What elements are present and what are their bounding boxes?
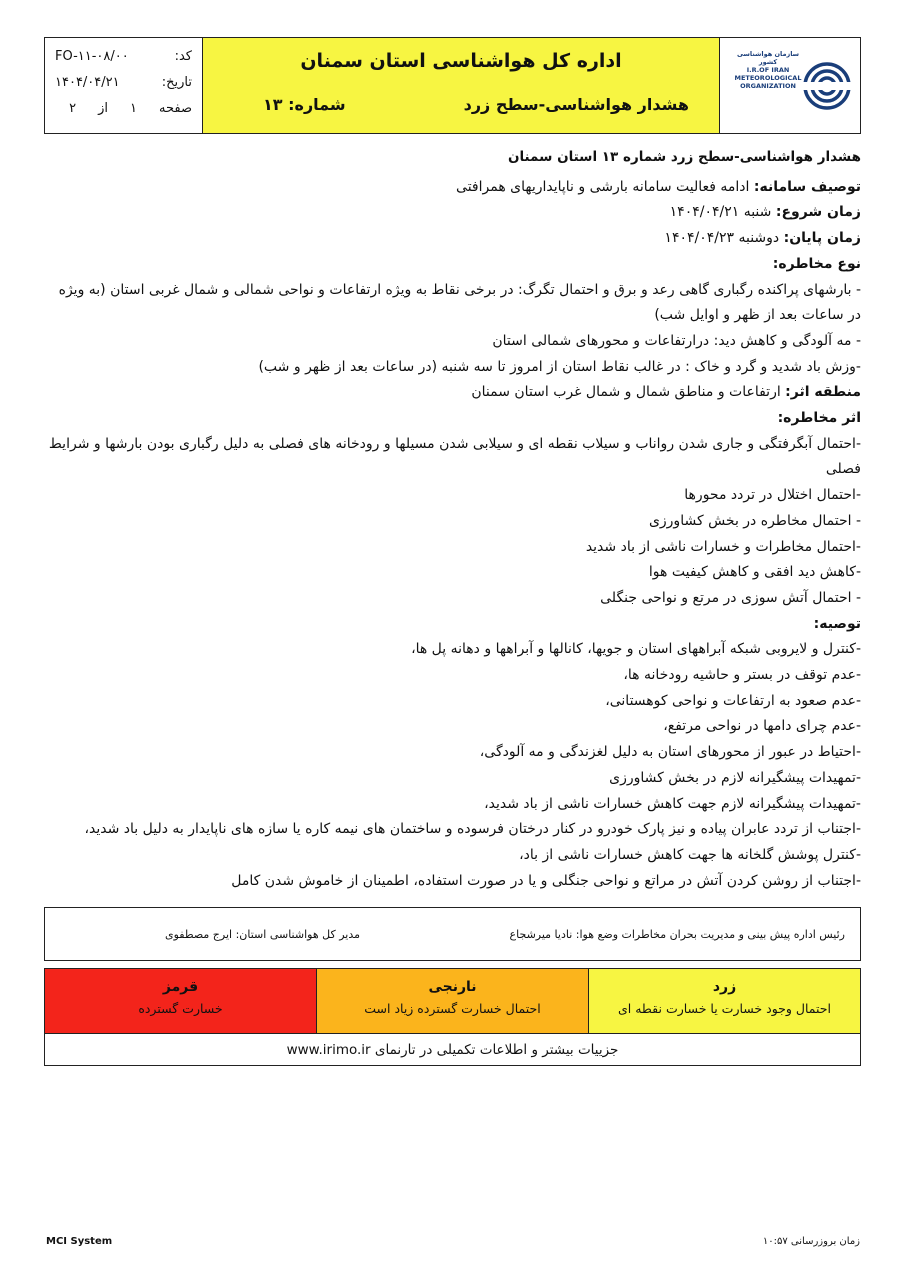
effect-item: - احتمال مخاطره در بخش کشاورزی [648,512,861,529]
hazard-item: - مه آلودگی و کاهش دید: درارتفاعات و محورهای شمالی استان [492,332,861,349]
warning-heading: هشدار هواشناسی-سطح زرد شماره ۱۳ استان سمنان [507,149,861,165]
advice-label: توصیه: [813,615,861,632]
hazard-item: -وزش باد شدید و گرد و خاک : در غالب نقاط استان از امروز تا سه شنبه (در ساعات بعد از ظهر و شب) [258,358,861,375]
website-link[interactable]: جزییات بیشتر و اطلاعات تکمیلی در تارنمای www.irimo.ir [45,1033,860,1067]
footer-system: MCI System [46,1236,113,1247]
start-time [44,200,861,226]
effects-label: اثر مخاطره: [777,410,861,427]
effect-item: - احتمال آتش سوزی در مرتع و نواحی جنگلی [600,589,861,606]
logo-text-fa: سازمان هواشناسی کشور [736,50,800,66]
logo-text-en2: METEOROLOGICAL [734,74,802,82]
signatures-box [44,907,861,961]
page-label: صفحه [159,101,192,116]
legend-red-desc: خسارت گسترده [138,1001,223,1016]
page-number: ۱ [130,101,138,116]
advice-item: -تمهیدات پیشگیرانه لازم در بخش کشاورزی [609,769,861,786]
system-label: توصیف سامانه: [753,178,861,195]
advice-item: -تمهیدات پیشگیرانه لازم جهت کاهش خسارات ناشی از باد شدید، [484,795,861,812]
date-label: تاریخ: [161,75,192,90]
logo-spiral-icon [802,46,852,126]
document-header [44,37,861,134]
advice-item: -عدم چرای دامها در نواحی مرتفع، [663,718,861,735]
system-description [44,175,861,201]
legend-orange-name: نارنجی [428,979,477,995]
legend-orange-desc: احتمال خسارت گسترده زیاد است [364,1001,541,1016]
end-value: دوشنبه ۱۴۰۴/۰۴/۲۳ [664,230,784,247]
advice-item: -اجتناب از روشن کردن آتش در مراتع و نواحی جنگلی و یا در صورت استفاده، اطمینان از خاموش شدن کامل [231,872,861,889]
warning-level-title: هشدار هواشناسی-سطح زرد [463,95,689,114]
logo-text-en3: ORGANIZATION [740,82,796,90]
forecast-head-signature: رئیس اداره پیش بینی و مدیریت بحران مخاطرات وضع هوا: نادیا میرشجاع [509,928,845,941]
irimo-logo [720,38,860,133]
impact-area [44,380,861,406]
advice-item: -اجتناب از تردد عابران پیاده و نیز پارک خودرو در کنار درختان فرسوده و ساختمان های نیمه کاره یا سازه های ناپایدار به دلیل باد شدید، [84,821,861,838]
legend-yellow-name: زرد [712,979,737,995]
legend-levels [45,969,860,1033]
end-time [44,226,861,252]
advice-item: -احتیاط در عبور از محورهای استان به دلیل لغزندگی و مه آلودگی، [479,744,861,761]
header-title-box [203,38,720,133]
advice-item: -عدم توقف در بستر و حاشیه رودخانه ها، [623,667,861,684]
system-value: ادامه فعالیت سامانه بارشی و ناپایداریهای همرافتی [456,178,754,195]
logo-text-en1: I.R.OF IRAN [746,66,790,74]
logo-text [728,50,808,90]
effect-item: -کاهش دید افقی و کاهش کیفیت هوا [648,564,861,581]
area-label: منطقه اثر: [785,384,861,401]
effect-item: -احتمال مخاطرات و خسارات ناشی از باد شدید [585,538,861,555]
director-signature: مدیر کل هواشناسی استان: ایرج مصطفوی [165,928,360,941]
area-value: ارتفاعات و مناطق شمال و شمال غرب استان سمنان [471,384,786,401]
header-meta-box [45,38,203,133]
page-total: ۲ [69,101,77,116]
legend-yellow [588,969,860,1033]
legend-red-name: قرمز [162,979,199,995]
end-label: زمان پایان: [783,230,861,247]
start-label: زمان شروع: [775,204,861,221]
hazard-type-label: نوع مخاطره: [772,255,861,272]
code-value: FO-۱۱-۰۸/۰۰ [55,49,129,64]
footer-update-time: زمان بروزرسانی ۱۰:۵۷ [762,1236,860,1247]
start-value: شنبه ۱۴۰۴/۰۴/۲۱ [669,204,776,221]
effect-item: -احتمال آبگرفتگی و جاری شدن رواناب و سیلاب نقطه ای و سیلابی شدن مسیلها و رودخانه های فصلی به دلیل رگباری بودن بارشها و شرایط فصلی [48,435,861,478]
warning-level-legend [44,968,861,1066]
legend-red [45,969,316,1033]
code-label: کد: [174,49,192,64]
page-of: از [98,101,109,116]
legend-orange [316,969,588,1033]
legend-yellow-desc: احتمال وجود خسارت یا خسارت نقطه ای [617,1001,831,1016]
warning-number: شماره: ۱۳ [263,95,346,114]
advice-item: -کنترل و لایروبی شبکه آبراههای استان و جویها، کانالها و آبراهها و دهانه پل ها، [411,641,861,658]
warning-body [44,145,861,894]
date-value: ۱۴۰۴/۰۴/۲۱ [55,75,120,90]
effect-item: -احتمال اختلال در تردد محورها [684,487,861,504]
advice-item: -کنترل پوشش گلخانه ها جهت کاهش خسارات ناشی از باد، [519,846,861,863]
advice-item: -عدم صعود به ارتفاعات و نواحی کوهستانی، [605,692,861,709]
hazard-item: - بارشهای پراکنده رگباری گاهی رعد و برق و احتمال تگرگ: در برخی نقاط به ویژه ارتفاعات و نواحی شمالی و شمال غربی استان (به ویژه در ساعات بعد از ظهر و اوایل شب) [58,281,861,324]
office-title: اداره کل هواشناسی استان سمنان [300,50,622,72]
